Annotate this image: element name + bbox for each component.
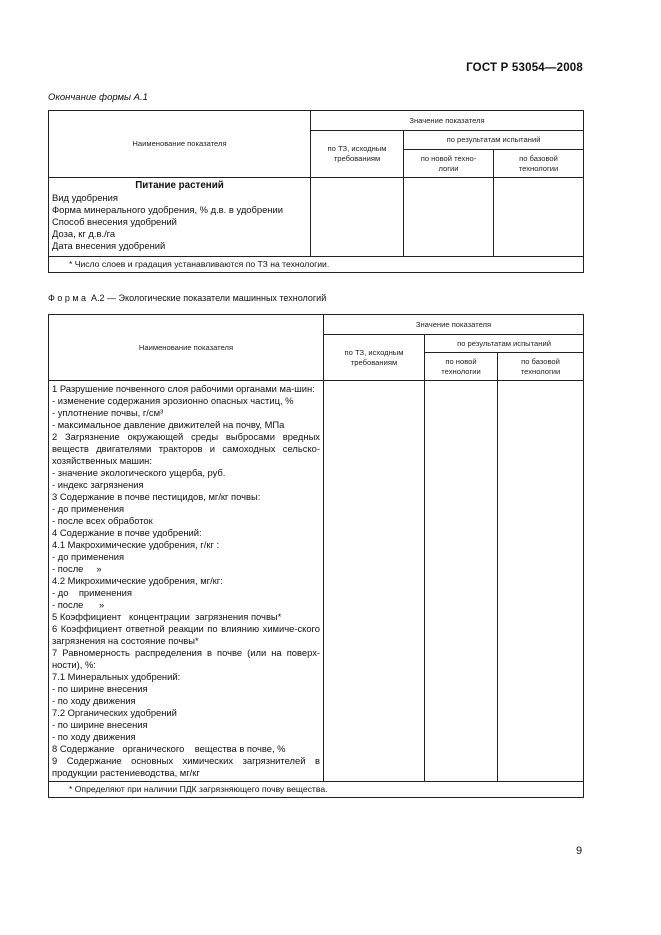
header-new-tech: по новой технологии <box>425 353 498 381</box>
indicator-row: 7.1 Минеральных удобрений: <box>52 671 181 682</box>
section-title: Питание растений <box>135 180 224 191</box>
header-base-tech: по базовой технологии <box>494 150 584 178</box>
page-number: 9 <box>576 845 583 857</box>
indicator-row: 1 Разрушение почвенного слоя рабочими органами ма-шин: <box>52 383 315 394</box>
indicator-row: 9 Содержание основных химических загрязнителей в продукции растениеводства, мг/кг <box>52 755 320 778</box>
indicator-row: - после всех обработок <box>52 515 153 526</box>
indicator-row: - уплотнение почвы, г/см³ <box>52 407 164 418</box>
indicator-row: 2 Загрязнение окружающей среды выбросами вредных веществ двигателями тракторов и самоходных сельско-хозяйственных машин: <box>52 431 320 466</box>
table1-caption: Окончание формы А.1 <box>48 92 148 103</box>
value-cell-tz <box>311 178 404 257</box>
indicator-row: Доза, кг д.в./га <box>52 228 116 239</box>
indicator-row: 7 Равномерность распределения в почве (или на поверх-ности), %: <box>52 647 320 670</box>
header-value: Значение показателя <box>324 315 584 335</box>
value-cell-base <box>498 381 584 782</box>
value-cell-base <box>494 178 584 257</box>
indicator-row: - по ходу движения <box>52 731 136 742</box>
indicator-row: - после » <box>52 599 105 610</box>
indicator-row: - значение экологического ущерба, руб. <box>52 467 226 478</box>
indicator-row: - индекс загрязнения <box>52 479 144 490</box>
indicator-row: 4 Содержание в почве удобрений: <box>52 527 202 538</box>
header-by-tz: по ТЗ, исходным требованиям <box>311 131 404 178</box>
indicator-row: - максимальное давление движителей на почву, МПа <box>52 419 285 430</box>
table2-footnote: * Определяют при наличии ПДК загрязняющего почву вещества. <box>49 782 584 798</box>
indicator-row: 4.1 Макрохимические удобрения, г/кг : <box>52 539 220 550</box>
indicator-row: - до применения <box>52 551 125 562</box>
indicator-row: - по ширине внесения <box>52 719 148 730</box>
indicator-row: 8 Содержание органического вещества в почве, % <box>52 743 286 754</box>
indicator-row: - изменение содержания эрозионно опасных частиц, % <box>52 395 294 406</box>
form-a2-title: Ф о р м а А.2 — Экологические показатели машинных технологий <box>48 293 327 303</box>
indicator-list <box>49 381 324 782</box>
indicator-row: - по ходу движения <box>52 695 136 706</box>
header-base-tech: по базовой технологии <box>498 353 584 381</box>
indicator-row: 5 Коэффициент концентрации загрязнения почвы* <box>52 611 282 622</box>
indicator-row: - по ширине внесения <box>52 683 148 694</box>
standard-number: ГОСТ Р 53054—2008 <box>466 62 583 74</box>
indicator-row: Форма минерального удобрения, % д.в. в удобрении <box>52 204 283 215</box>
indicator-row: 4.2 Микрохимические удобрения, мг/кг: <box>52 575 223 586</box>
indicator-row: 7.2 Органических удобрений <box>52 707 177 718</box>
indicator-row: - до применения <box>52 503 125 514</box>
indicator-row: Дата внесения удобрений <box>52 240 166 251</box>
indicator-row: - до применения <box>52 587 132 598</box>
indicator-list <box>49 178 311 257</box>
table-form-a2 <box>48 314 584 798</box>
indicator-row: Способ внесения удобрений <box>52 216 177 227</box>
table-form-a1-end <box>48 110 584 273</box>
header-indicator: Наименование показателя <box>49 315 324 381</box>
header-by-tz: по ТЗ, исходным требованиям <box>324 335 425 381</box>
table1-footnote: * Число слоев и градация устанавливаются по ТЗ на технологии. <box>49 257 584 273</box>
value-cell-new <box>425 381 498 782</box>
header-value: Значение показателя <box>311 111 584 131</box>
header-by-tests: по результатам испытаний <box>425 335 584 353</box>
value-cell-new <box>404 178 494 257</box>
header-by-tests: по результатам испытаний <box>404 131 584 150</box>
header-indicator: Наименование показателя <box>49 111 311 178</box>
value-cell-tz <box>324 381 425 782</box>
header-new-tech: по новой техно-логии <box>404 150 494 178</box>
indicator-row: 3 Содержание в почве пестицидов, мг/кг почвы: <box>52 491 261 502</box>
indicator-row: - после » <box>52 563 102 574</box>
indicator-row: 6 Коэффициент ответной реакции по влиянию химиче-ского загрязнения на состояние почвы* <box>52 623 320 646</box>
indicator-row: Вид удобрения <box>52 192 118 203</box>
